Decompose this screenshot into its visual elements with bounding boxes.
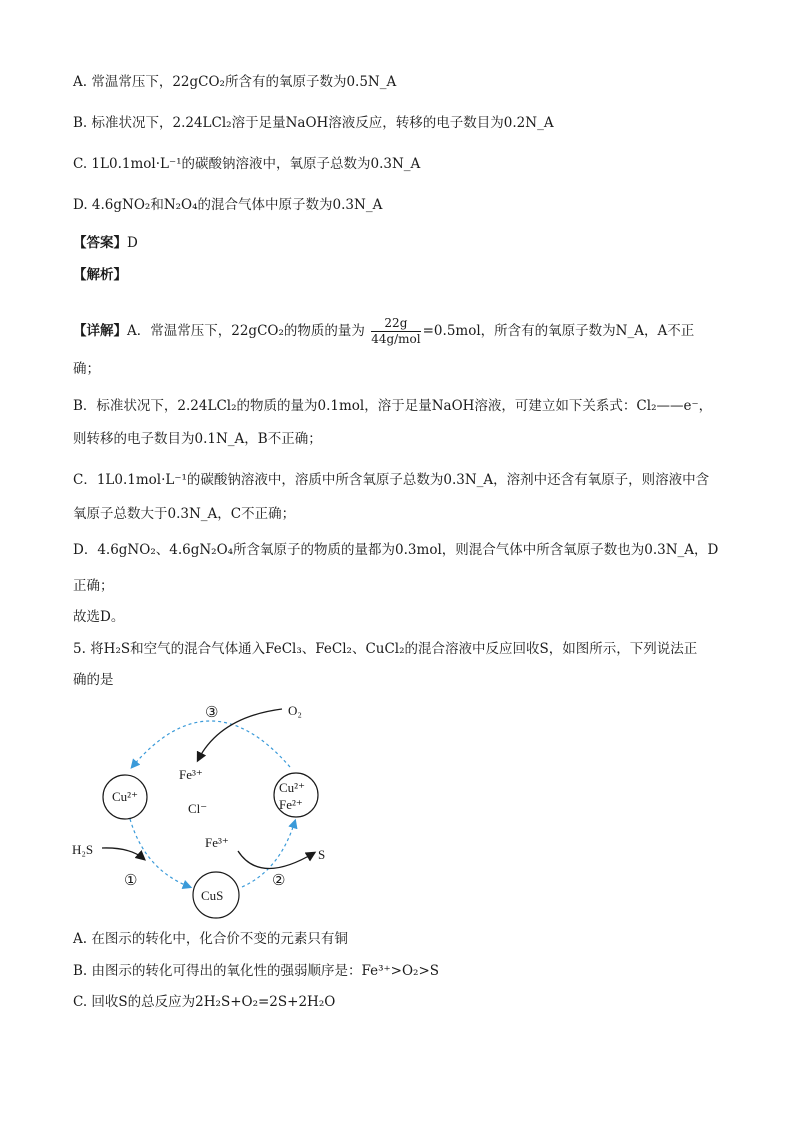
question-5-line-1: 5. 将H₂S和空气的混合气体通入FeCl₃、FeCl₂、CuCl₂的混合溶液中反应回收S，如图所示，下列说法正 bbox=[73, 641, 698, 657]
fe3-top-label: Fe³⁺ bbox=[179, 767, 203, 782]
detail-line-1 bbox=[73, 316, 694, 347]
dashed-arrow-top bbox=[132, 721, 290, 767]
fe3-mid-label: Fe³⁺ bbox=[205, 835, 229, 850]
choice-5-c: C. 回收S的总反应为2H₂S+O₂=2S+2H₂O bbox=[73, 994, 336, 1010]
cu2-right-label: Cu²⁺ bbox=[279, 780, 305, 795]
detail-line-2: 确； bbox=[73, 361, 100, 377]
choice-5-a: A. 在图示的转化中，化合价不变的元素只有铜 bbox=[73, 931, 348, 947]
option-b: B. 标准状况下，2.24LCl₂溶于足量NaOH溶液反应，转移的电子数目为0.2N_A bbox=[73, 115, 554, 131]
h2s-arrow bbox=[102, 848, 144, 859]
step-2-label: ② bbox=[272, 873, 286, 889]
option-a: A. 常温常压下，22gCO₂所含有的氧原子数为0.5N_A bbox=[73, 74, 397, 90]
detail-a-text-2: =0.5mol，所含有的氧原子数为N_A，A不正 bbox=[422, 323, 695, 339]
step-3-label: ③ bbox=[205, 705, 219, 721]
answer-line bbox=[73, 234, 138, 252]
step-1-label: ① bbox=[124, 873, 138, 889]
dashed-arrow-right bbox=[242, 821, 295, 887]
detail-line-9: 故选D。 bbox=[73, 609, 125, 625]
cu2-left-label: Cu²⁺ bbox=[112, 789, 138, 804]
o2-label: O₂ bbox=[288, 703, 302, 718]
question-5-line-2: 确的是 bbox=[73, 672, 114, 688]
option-d: D. 4.6gNO₂和N₂O₄的混合气体中原子数为0.3N_A bbox=[73, 197, 383, 213]
detail-line-4: 则转移的电子数目为0.1N_A，B不正确； bbox=[73, 431, 322, 447]
detail-a-text: A．常温常压下，22gCO₂的物质的量为 bbox=[127, 323, 365, 339]
answer-value: D bbox=[127, 235, 138, 251]
detail-label: 【详解】 bbox=[73, 323, 127, 339]
detail-line-5: C．1L0.1mol·L⁻¹的碳酸钠溶液中，溶质中所含氧原子总数为0.3N_A，溶剂中还含有氧原子，则溶液中含 bbox=[73, 472, 710, 488]
chloride-label: Cl⁻ bbox=[188, 801, 208, 816]
detail-line-8: 正确； bbox=[73, 578, 114, 594]
dashed-arrow-left bbox=[130, 819, 190, 887]
option-c: C. 1L0.1mol·L⁻¹的碳酸钠溶液中，氧原子总数为0.3N_A bbox=[73, 156, 421, 172]
choice-5-b: B. 由图示的转化可得出的氧化性的强弱顺序是：Fe³⁺>O₂>S bbox=[73, 963, 440, 979]
fraction-numerator: 22g bbox=[371, 316, 420, 332]
reaction-cycle-diagram bbox=[60, 695, 380, 925]
s-label: S bbox=[318, 847, 326, 862]
h2s-label: H₂S bbox=[72, 842, 94, 857]
answer-label: 【答案】 bbox=[73, 235, 127, 251]
fraction-denominator: 44g/mol bbox=[371, 332, 421, 346]
detail-line-7: D．4.6gNO₂、4.6gN₂O₄所含氧原子的物质的量都为0.3mol，则混合气体中所含氧原子数也为0.3N_A，D bbox=[73, 542, 719, 558]
fraction bbox=[371, 316, 420, 347]
analysis-label: 【解析】 bbox=[73, 267, 127, 283]
cus-label: CuS bbox=[201, 888, 224, 903]
detail-line-3: B．标准状况下，2.24LCl₂的物质的量为0.1mol，溶于足量NaOH溶液，可建立如下关系式：Cl₂——e⁻， bbox=[73, 398, 713, 414]
fe2-right-label: Fe²⁺ bbox=[279, 797, 303, 812]
detail-line-6: 氧原子总数大于0.3N_A，C不正确； bbox=[73, 506, 296, 522]
